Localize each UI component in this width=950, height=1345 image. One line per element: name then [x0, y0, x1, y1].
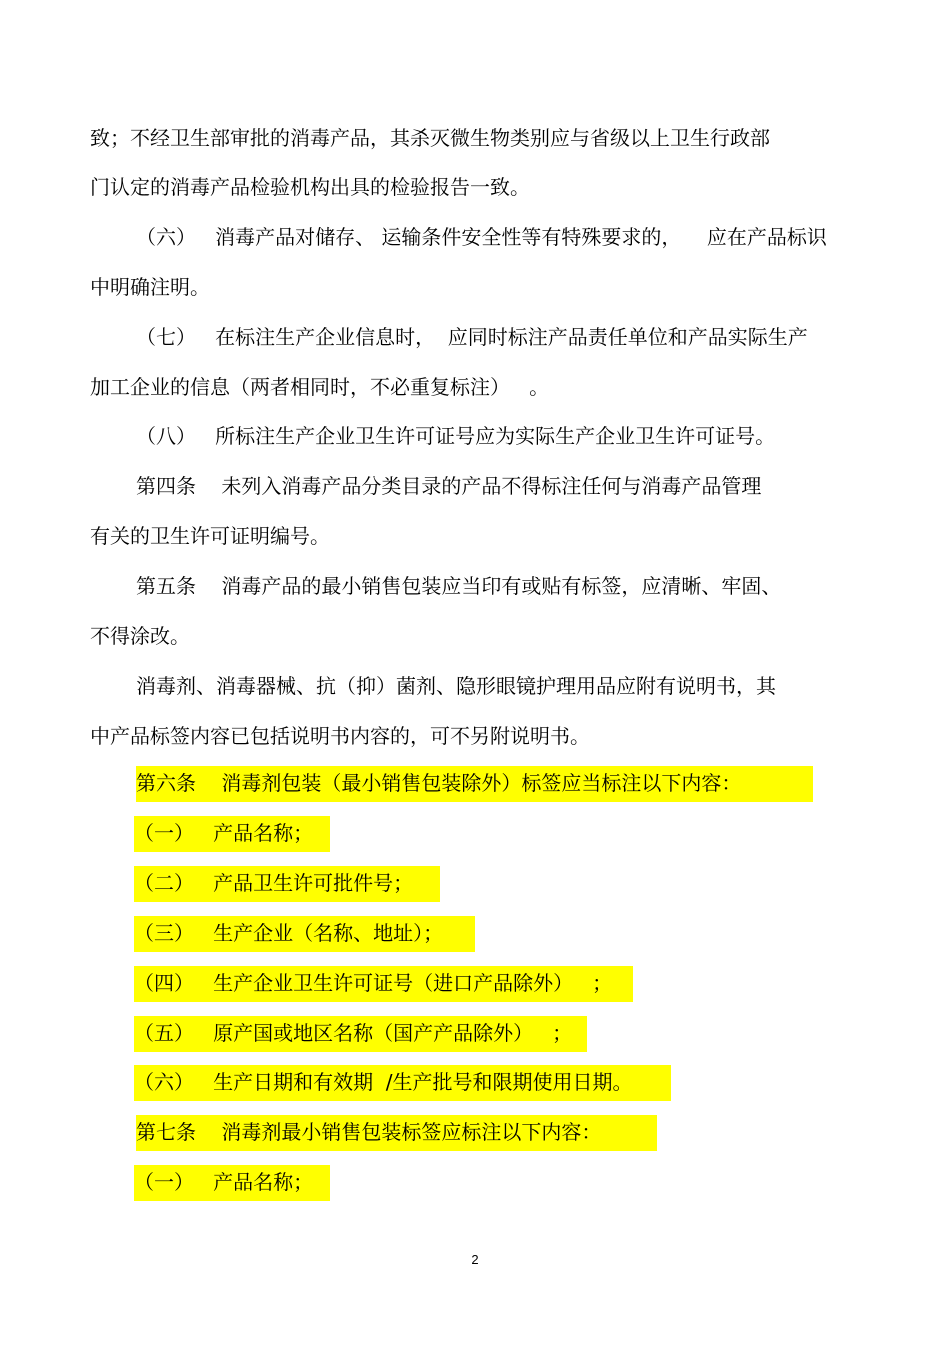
- text-line: （八） 所标注生产企业卫生许可证号应为实际生产企业卫生许可证号。: [136, 424, 776, 448]
- highlighted-line: （五） 原产国或地区名称（国产产品除外） ；: [134, 1016, 587, 1052]
- text-line: 有关的卫生许可证明编号。: [90, 524, 330, 548]
- page-number: 2: [471, 1252, 479, 1267]
- text-line: 致；不经卫生部审批的消毒产品，其杀灭微生物类别应与省级以上卫生行政部: [90, 126, 770, 150]
- text-line: 门认定的消毒产品检验机构出具的检验报告一致。: [90, 175, 530, 199]
- text-line: 不得涂改。: [90, 624, 190, 648]
- highlighted-line: （二） 产品卫生许可批件号；: [134, 866, 440, 902]
- highlighted-line: （六） 生产日期和有效期 /生产批号和限期使用日期。: [134, 1065, 671, 1101]
- text-line: （六） 消毒产品对储存、 运输条件安全性等有特殊要求的， 应在产品标识: [136, 225, 827, 249]
- text-line: 消毒剂、消毒器械、抗（抑）菌剂、隐形眼镜护理用品应附有说明书，其: [136, 674, 776, 698]
- text-line: 加工企业的信息（两者相同时，不必重复标注） 。: [90, 375, 550, 399]
- highlighted-line: （四） 生产企业卫生许可证号（进口产品除外） ；: [134, 966, 633, 1002]
- text-line: 中产品标签内容已包括说明书内容的，可不另附说明书。: [90, 724, 590, 748]
- highlighted-line: （三） 生产企业（名称、地址）；: [134, 916, 475, 952]
- text-line: （七） 在标注生产企业信息时， 应同时标注产品责任单位和产品实际生产: [136, 325, 808, 349]
- text-line: 中明确注明。: [90, 275, 210, 299]
- highlighted-line: （一） 产品名称；: [134, 816, 330, 852]
- highlighted-line: 第七条 消毒剂最小销售包装标签应标注以下内容：: [136, 1115, 657, 1151]
- text-line: 第五条 消毒产品的最小销售包装应当印有或贴有标签，应清晰、牢固、: [136, 574, 782, 598]
- text-line: 第四条 未列入消毒产品分类目录的产品不得标注任何与消毒产品管理: [136, 474, 762, 498]
- highlighted-line: 第六条 消毒剂包装（最小销售包装除外）标签应当标注以下内容：: [136, 766, 813, 802]
- highlighted-line: （一） 产品名称；: [134, 1165, 330, 1201]
